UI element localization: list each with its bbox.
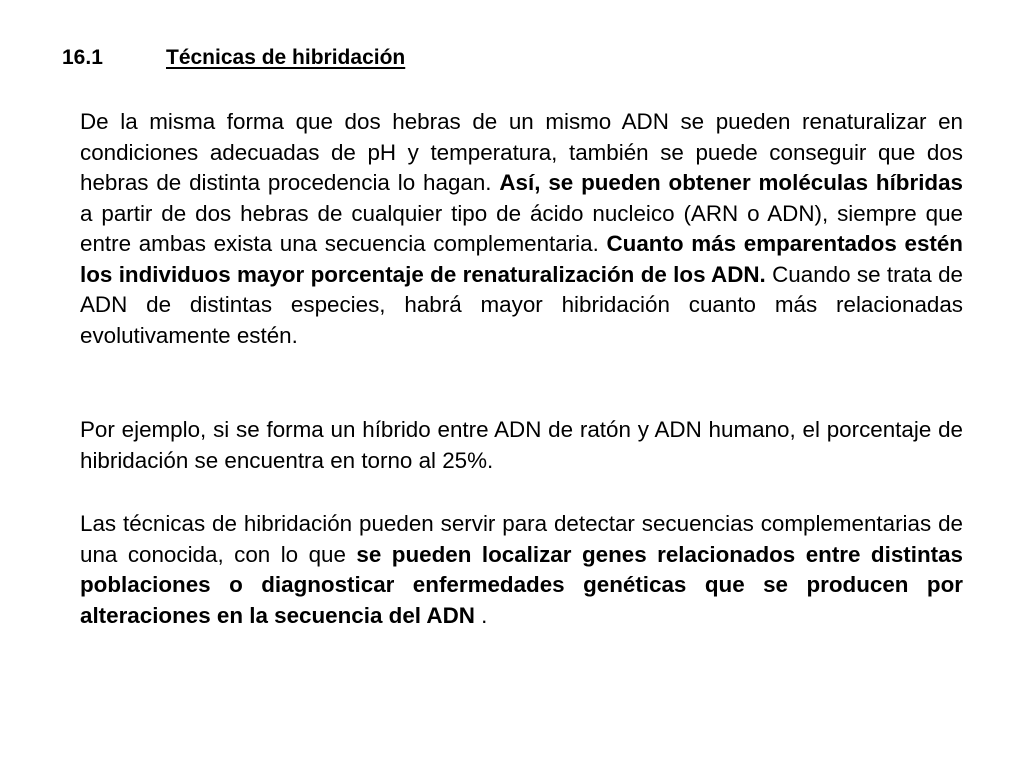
text-segment: Por ejemplo, si se forma un híbrido entre ADN de ratón y ADN humano, el porcentaje de hibridación se encuentra en torno al 25%. <box>80 417 963 473</box>
bold-text-segment: Cuanto más emparentados estén los individuos mayor porcentaje de renaturalización de los ADN. <box>80 231 963 287</box>
text-segment: De la misma forma que dos hebras de un mismo ADN se pueden renaturalizar en condiciones adecuadas de pH y temperatura, también se puede conseguir que dos hebras de distinta procedencia lo hagan. <box>80 109 963 195</box>
bold-text-segment: se pueden localizar genes relacionados entre distintas poblaciones o diagnosticar enfermedades genéticas que se producen por alteraciones en la secuencia del ADN <box>80 541 963 628</box>
paragraph-hybridization-intro <box>80 107 963 351</box>
bold-text-segment: Así, se pueden obtener moléculas híbridas <box>499 170 963 195</box>
text-segment: Cuando se trata de ADN de distintas especies, habrá mayor hibridación cuanto más relacionadas evolutivamente estén. <box>80 261 963 348</box>
paragraph-example <box>80 415 963 476</box>
paragraph-applications <box>80 509 963 631</box>
section-number: 16.1 <box>62 46 103 69</box>
text-segment: . <box>474 602 488 628</box>
section-title: Técnicas de hibridación <box>166 46 406 69</box>
section-heading <box>62 44 405 72</box>
text-segment: a partir de dos hebras de cualquier tipo de ácido nucleico (ARN o ADN), siempre que entre ambas exista una secuencia complementaria. <box>80 200 963 256</box>
text-segment: Las técnicas de hibridación pueden servir para detectar secuencias complementarias de una conocida, con lo que <box>80 511 963 567</box>
